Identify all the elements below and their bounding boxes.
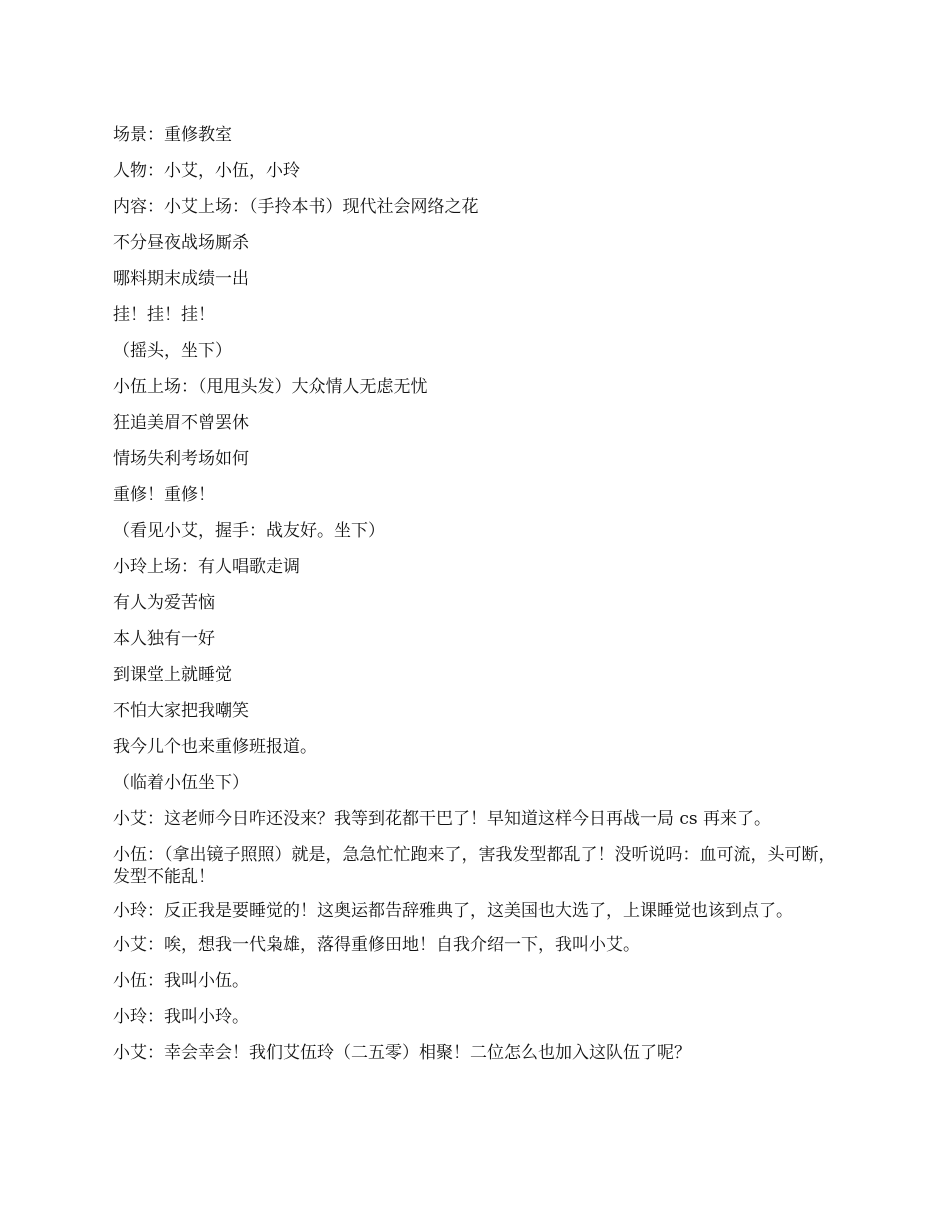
stage-direction: （临着小伍坐下）: [113, 773, 249, 793]
text-line: 狂追美眉不曾罢休: [113, 413, 249, 433]
text-line: 重修！重修！: [113, 485, 215, 505]
text-line: 不分昼夜战场厮杀: [113, 233, 249, 253]
text-line: 本人独有一好: [113, 629, 215, 649]
text-line: 情场失利考场如何: [113, 449, 249, 469]
dialogue-line: 小伍：（拿出镜子照照）就是，急急忙忙跑来了，害我发型都乱了！没听说吗：血可流，头可断，发型不能乱！: [113, 845, 836, 887]
dialogue-line: 小艾：这老师今日咋还没来？我等到花都干巴了！早知道这样今日再战一局 cs 再来了。: [113, 809, 772, 829]
dialogue-line: 小玲：反正我是要睡觉的！这奥运都告辞雅典了，这美国也大选了，上课睡觉也该到点了。: [113, 901, 793, 921]
text-line: 不怕大家把我嘲笑: [113, 701, 249, 721]
stage-direction: （摇头，坐下）: [113, 341, 232, 361]
text-line-scene: 场景：重修教室: [113, 125, 232, 145]
text-line: 我今儿个也来重修班报道。: [113, 737, 317, 757]
text-line: 到课堂上就睡觉: [113, 665, 232, 685]
text-line: 挂！挂！挂！: [113, 305, 215, 325]
text-line: 小伍上场：（甩甩头发）大众情人无虑无忧: [113, 377, 428, 397]
text-line: 小玲上场：有人唱歌走调: [113, 557, 300, 577]
text-line-content-intro: 内容：小艾上场：（手拎本书）现代社会网络之花: [113, 197, 479, 217]
dialogue-line: 小伍：我叫小伍。: [113, 971, 249, 991]
text-line-characters: 人物：小艾，小伍，小玲: [113, 161, 300, 181]
stage-direction: （看见小艾，握手：战友好。坐下）: [113, 521, 385, 541]
dialogue-line: 小玲：我叫小玲。: [113, 1007, 249, 1027]
text-line: 有人为爱苦恼: [113, 593, 215, 613]
script-text-body: [113, 124, 843, 1078]
dialogue-line: 小艾：唉，想我一代枭雄，落得重修田地！自我介绍一下，我叫小艾。: [113, 935, 640, 955]
text-line: 哪料期末成绩一出: [113, 269, 249, 289]
dialogue-line: 小艾：幸会幸会！我们艾伍玲（二五零）相聚！二位怎么也加入这队伍了呢？: [113, 1043, 691, 1063]
